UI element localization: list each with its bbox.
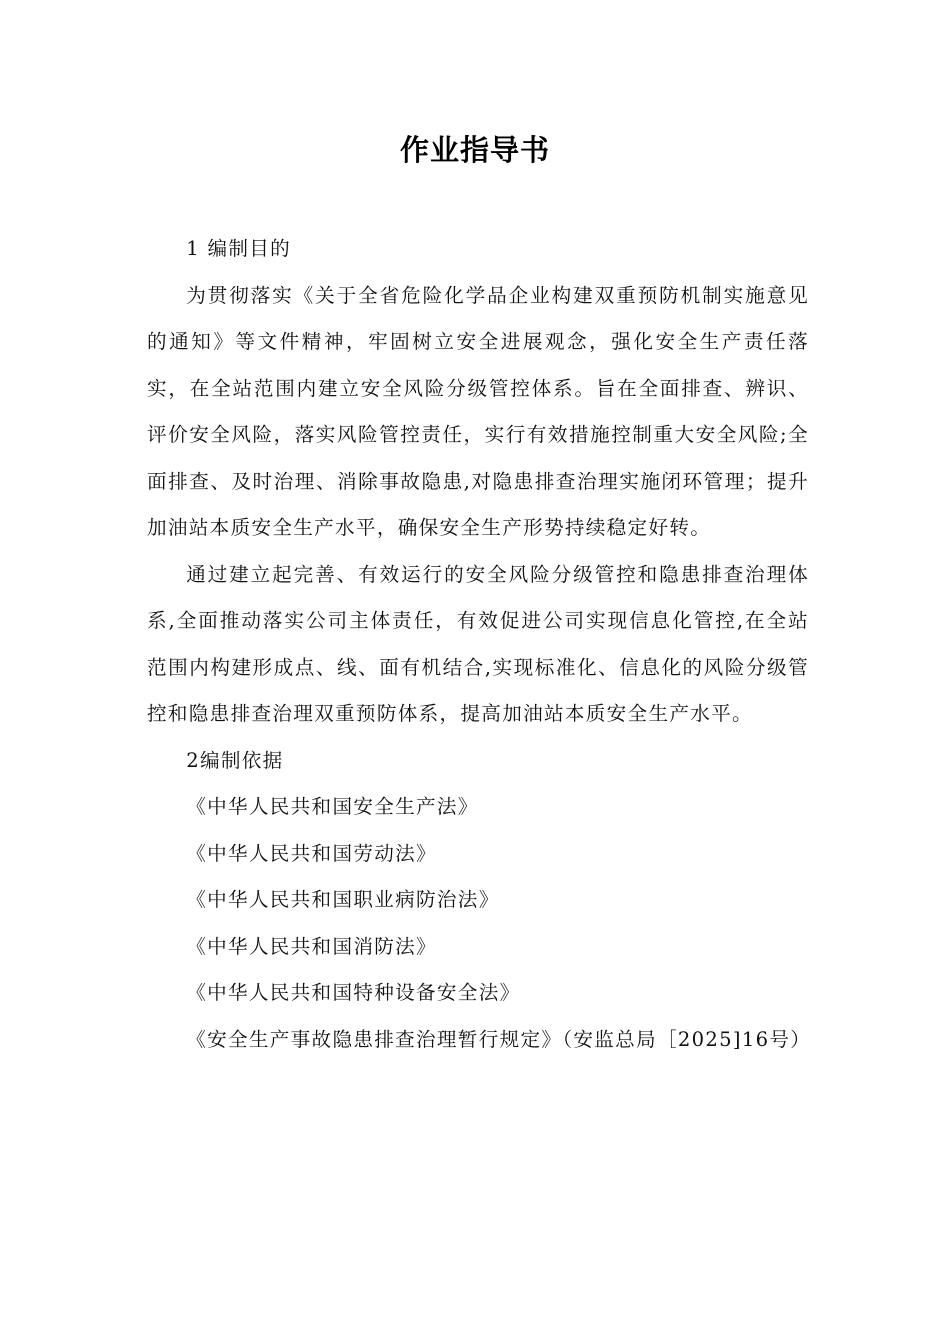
page-title: 作业指导书 [399,133,550,167]
document-body [147,226,812,1063]
paragraph-purpose-2: 通过建立起完善、有效运行的安全风险分级管控和隐患排查治理体系,全面推动落实公司主体责任，有效促进公司实现信息化管控,在全站范围内构建形成点、线、面有机结合,实现标准化、信息化的风险分级管控和隐患排查治理双重预防体系，提高加油站本质安全生产水平。 [147,562,809,725]
reference-item: 《中华人民共和国安全生产法》 [186,795,479,818]
reference-item: 《安全生产事故隐患排查治理暂行规定》（安监总局［2025]16号） [186,1027,812,1051]
reference-item: 《中华人民共和国特种设备安全法》 [186,981,521,1004]
section-heading-basis: 2编制依据 [186,748,284,772]
reference-item: 《中华人民共和国劳动法》 [186,841,437,865]
reference-item: 《中华人民共和国职业病防治法》 [186,888,500,911]
section-heading-purpose: 1 编制目的 [186,237,292,260]
paragraph-purpose-1: 为贯彻落实《关于全省危险化学品企业构建双重预防机制实施意见的通知》等文件精神，牢固树立安全进展观念，强化安全生产责任落实，在全站范围内建立安全风险分级管控体系。旨在全面排查、辨识、评价安全风险，落实风险管控责任，实行有效措施控制重大安全风险;全面排查、及时治理、消除事故隐患,对隐患排查治理实施闭环管理；提升加油站本质安全生产水平，确保安全生产形势持续稳定好转。 [147,283,809,539]
reference-item: 《中华人民共和国消防法》 [186,934,437,958]
